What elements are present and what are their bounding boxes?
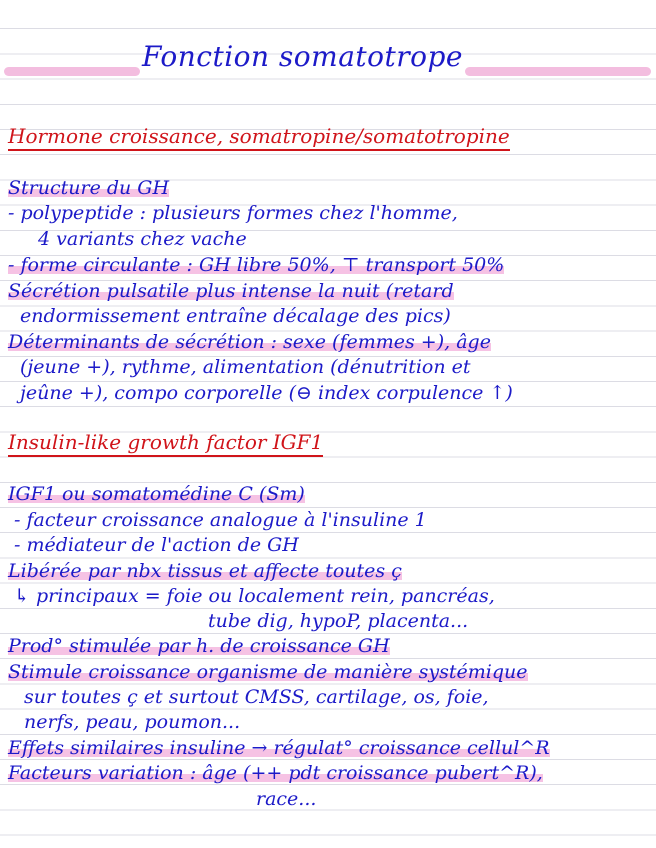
- note-line: tube dig, hypoP, placenta...: [208, 610, 469, 632]
- note-line: nerfs, peau, poumon...: [24, 711, 241, 733]
- section-heading-growth-hormone: Hormone croissance, somatropine/somatotropine: [8, 124, 510, 151]
- note-line: - polypeptide : plusieurs formes chez l'homme,: [8, 202, 458, 224]
- note-line: - médiateur de l'action de GH: [14, 534, 299, 556]
- note-line: Prod° stimulée par h. de croissance GH: [8, 635, 390, 657]
- section-heading-igf1: Insulin-like growth factor IGF1: [8, 430, 323, 457]
- note-line: - forme circulante : GH libre 50%, ⊤ transport 50%: [8, 254, 505, 276]
- title-highlight-right: [465, 67, 651, 76]
- note-line: ↳ principaux = foie ou localement rein, pancréas,: [14, 585, 495, 607]
- note-line: 4 variants chez vache: [38, 228, 247, 250]
- note-line: race...: [256, 788, 317, 810]
- note-line: endormissement entraîne décalage des pics): [20, 305, 451, 327]
- note-line: (jeune +), rythme, alimentation (dénutrition et: [20, 356, 471, 378]
- note-line: - facteur croissance analogue à l'insuline 1: [14, 509, 427, 531]
- page-title: Fonction somatotrope: [141, 40, 464, 73]
- note-line: IGF1 ou somatomédine C (Sm): [8, 483, 305, 505]
- note-line: Facteurs variation : âge (++ pdt croissance pubert^R),: [8, 762, 543, 784]
- title-area: [0, 40, 656, 80]
- note-line: sur toutes ç et surtout CMSS, cartilage, os, foie,: [24, 686, 489, 708]
- note-line: Sécrétion pulsatile plus intense la nuit (retard: [8, 280, 454, 302]
- note-line: Libérée par nbx tissus et affecte toutes ç: [8, 560, 402, 582]
- note-line: Structure du GH: [8, 177, 170, 199]
- note-line: jeûne +), compo corporelle (⊖ index corpulence ↑): [20, 382, 513, 404]
- note-line: Effets similaires insuline → régulat° croissance cellul^R: [8, 737, 550, 759]
- note-line: Stimule croissance organisme de manière systémique: [8, 661, 528, 683]
- note-line: Déterminants de sécrétion : sexe (femmes +), âge: [8, 331, 491, 353]
- title-highlight-left: [4, 67, 140, 76]
